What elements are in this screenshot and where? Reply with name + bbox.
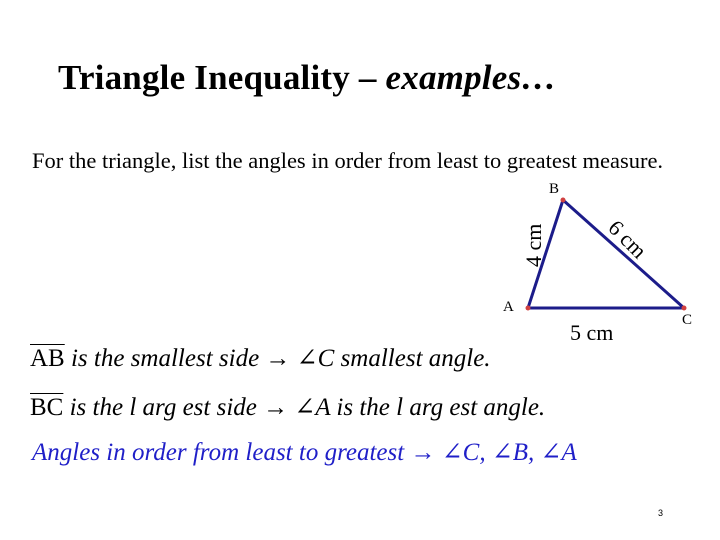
angle-c: C <box>317 345 335 372</box>
angle-a: A <box>315 394 331 421</box>
arrow-icon: → <box>410 439 436 466</box>
segment-bc: $\overline{BC}$ <box>30 394 64 421</box>
triangle-abc <box>528 200 684 308</box>
statement-order-text: Angles in order from least to greatest <box>32 439 411 466</box>
vertex-a-dot <box>526 306 531 311</box>
vertex-b-dot <box>561 198 566 203</box>
angle-symbol-icon: ∠ <box>296 345 318 372</box>
statement-order <box>32 437 577 467</box>
vertex-b-label: B <box>549 181 560 197</box>
angle-order: ∠C, ∠B, ∠A <box>441 439 577 466</box>
side-bc-label: 6 cm <box>603 214 652 264</box>
vertex-c-label: C <box>682 312 693 328</box>
side-ac-label: 5 cm <box>570 320 614 345</box>
arrow-icon: → <box>263 394 289 421</box>
instruction-text: For the triangle, list the angles in order from least to greatest measure. <box>32 148 664 173</box>
page-number: 3 <box>658 508 664 518</box>
arrow-icon: → <box>265 345 291 372</box>
angle-symbol-icon: ∠ <box>294 394 316 421</box>
vertex-c-dot <box>682 306 687 311</box>
statement-smallest <box>30 343 491 373</box>
statement-largest <box>30 392 545 422</box>
vertex-a-label: A <box>503 299 514 315</box>
side-ab-label: 4 cm <box>521 223 546 267</box>
statement-largest-text-b: is the l arg est angle. <box>330 394 546 421</box>
title-italic: examples… <box>385 58 557 97</box>
statement-smallest-text-a: is the smallest side <box>64 345 266 372</box>
segment-ab: $\overline{AB}$ <box>30 345 65 372</box>
statement-smallest-text-b: smallest angle. <box>334 345 491 372</box>
title-main: Triangle Inequality – <box>58 58 386 97</box>
statement-largest-text-a: is the l arg est side <box>63 394 264 421</box>
